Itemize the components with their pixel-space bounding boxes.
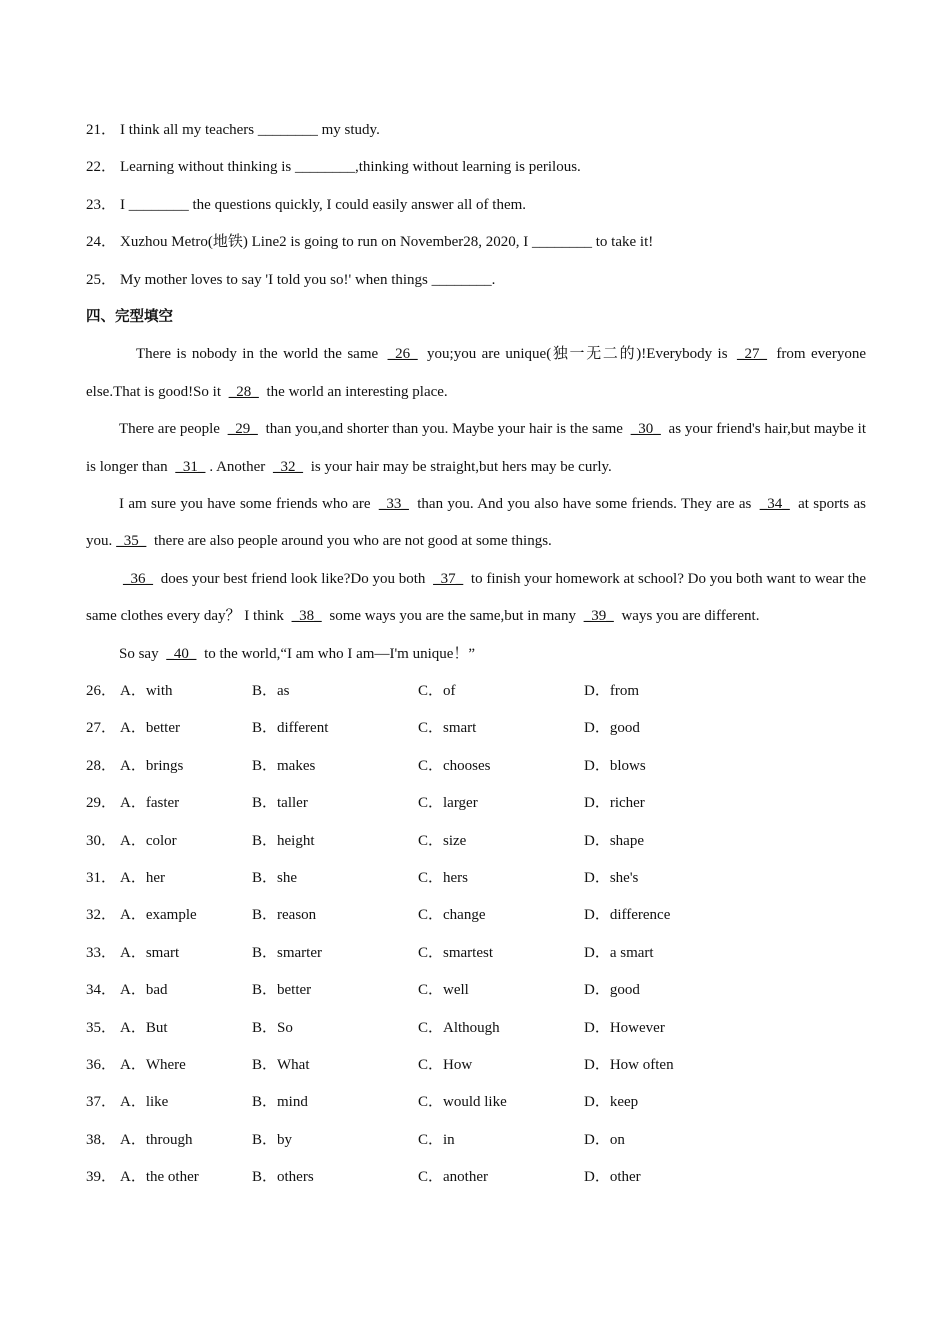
passage-paragraph-4 (86, 561, 866, 636)
option-c: C．larger (418, 795, 478, 812)
option-b: B．taller (252, 795, 308, 812)
blank-32: _32_ (272, 458, 303, 475)
blank-34: _34_ (759, 495, 790, 512)
option-a: A．example (120, 907, 197, 924)
option-c: C．chooses (418, 757, 491, 774)
option-c: C．would like (418, 1094, 507, 1111)
passage-paragraph-1 (86, 336, 866, 411)
question-number: 22． (86, 159, 117, 176)
blank-27: _27_ (736, 346, 767, 363)
passage-text: There are people (119, 421, 224, 438)
passage-text: as your friend's hair,but maybe it is longer than (86, 421, 866, 475)
option-row (86, 1010, 866, 1047)
option-a: A．faster (120, 795, 180, 812)
option-number: 36． (86, 1056, 117, 1073)
option-b: B．different (252, 720, 329, 737)
option-c: C．change (418, 907, 486, 924)
option-c: C．hers (418, 869, 468, 886)
option-b: B．What (252, 1056, 310, 1073)
option-number: 32． (86, 907, 117, 924)
option-row (86, 673, 866, 710)
option-c: C．Although (418, 1019, 500, 1036)
question-23 (86, 187, 866, 224)
question-text: My mother loves to say 'I told you so!' when things ________. (120, 271, 496, 288)
question-22 (86, 149, 866, 186)
option-row (86, 860, 866, 897)
question-text: Learning without thinking is ________,thinking without learning is perilous. (120, 159, 581, 176)
passage-text: some ways you are the same,but in many (325, 608, 580, 625)
question-25 (86, 262, 866, 299)
option-a: A．smart (120, 944, 180, 961)
option-number: 39． (86, 1169, 117, 1186)
option-row (86, 897, 866, 934)
option-c: C．another (418, 1169, 488, 1186)
option-number: 35． (86, 1019, 117, 1036)
document-page (86, 112, 866, 1196)
option-c: C．How (418, 1056, 473, 1073)
option-number: 30． (86, 832, 117, 849)
option-b: B．reason (252, 907, 317, 924)
passage-text: is your hair may be straight,but hers may be curly. (306, 458, 612, 475)
option-d: D．richer (584, 795, 645, 812)
option-number: 29． (86, 795, 117, 812)
blank-31: _31_ (175, 458, 206, 475)
passage-text: I am sure you have some friends who are (119, 495, 375, 512)
option-b: B．better (252, 982, 312, 999)
option-d: D．good (584, 982, 640, 999)
question-text: I ________ the questions quickly, I could easily answer all of them. (120, 196, 527, 213)
passage-text: to the world,“I am who I am—I'm unique！” (200, 645, 476, 662)
option-row (86, 785, 866, 822)
option-row (86, 935, 866, 972)
option-b: B．height (252, 832, 315, 849)
passage-text: the world an interesting place. (262, 383, 448, 400)
option-row (86, 748, 866, 785)
passage-text: there are also people around you who are not good at some things. (150, 533, 552, 550)
passage-text: There is nobody in the world the same (136, 346, 384, 363)
question-24 (86, 224, 866, 261)
option-row (86, 710, 866, 747)
passage-text: So say (119, 645, 163, 662)
option-d: D．How often (584, 1056, 674, 1073)
option-number: 34． (86, 982, 117, 999)
option-row (86, 1084, 866, 1121)
option-number: 38． (86, 1131, 117, 1148)
blank-35: _35_ (116, 533, 147, 550)
option-c: C．of (418, 683, 456, 699)
option-a: A．But (120, 1019, 168, 1036)
option-b: B．as (252, 683, 290, 699)
section-heading: 四、完型填空 (86, 308, 173, 325)
option-a: A．better (120, 720, 180, 737)
question-number: 23． (86, 196, 117, 213)
option-b: B．smarter (252, 944, 322, 961)
question-number: 21． (86, 122, 117, 138)
blank-30: _30_ (630, 421, 661, 438)
question-text: Xuzhou Metro(地铁) Line2 is going to run on November28, 2020, I ________ to take it! (120, 234, 654, 251)
option-d: D．from (584, 683, 639, 699)
blank-33: _33_ (378, 495, 409, 512)
question-number: 25． (86, 271, 117, 288)
option-d: D．a smart (584, 944, 654, 961)
option-a: A．with (120, 683, 173, 699)
option-number: 26． (86, 683, 117, 699)
option-number: 31． (86, 869, 117, 886)
option-b: B．by (252, 1131, 293, 1148)
blank-40: _40_ (166, 645, 197, 662)
passage-text: than you,and shorter than you. Maybe your hair is the same (261, 421, 627, 438)
option-c: C．smart (418, 720, 477, 737)
passage-paragraph-5 (86, 636, 866, 673)
option-number: 37． (86, 1094, 117, 1111)
option-b: B．she (252, 869, 298, 886)
option-row (86, 972, 866, 1009)
question-21 (86, 112, 866, 149)
blank-29: _29_ (227, 421, 258, 438)
passage-text: from everyone else.That is good!So it (86, 346, 866, 400)
option-d: D．blows (584, 757, 646, 774)
passage-text: . Another (209, 458, 269, 475)
passage-text: you;you are unique(独一无二的)!Everybody is (421, 346, 733, 363)
blank-37: _37_ (433, 570, 464, 587)
option-d: D．However (584, 1019, 665, 1036)
blank-28: _28_ (228, 383, 259, 400)
option-row (86, 1047, 866, 1084)
passage-text: than you. And you also have some friends. They are as (412, 495, 756, 512)
passage-paragraph-3 (86, 486, 866, 561)
options-list (86, 673, 866, 1196)
option-number: 33． (86, 944, 117, 961)
option-number: 27． (86, 720, 117, 737)
passage-text: at sports as you. (86, 495, 866, 550)
option-number: 28． (86, 757, 117, 774)
question-text: I think all my teachers ________ my study. (120, 122, 380, 138)
blank-38: _38_ (291, 608, 322, 625)
option-b: B．makes (252, 757, 316, 774)
passage-paragraph-2 (86, 411, 866, 486)
option-row (86, 823, 866, 860)
option-b: B．mind (252, 1094, 308, 1111)
option-a: A．bad (120, 982, 168, 999)
blank-39: _39_ (583, 608, 614, 625)
option-c: C．size (418, 832, 467, 849)
option-a: A．through (120, 1131, 193, 1148)
option-a: A．like (120, 1094, 169, 1111)
option-c: C．well (418, 982, 469, 999)
option-d: D．good (584, 720, 640, 737)
option-a: A．her (120, 869, 165, 886)
option-d: D．difference (584, 907, 671, 924)
option-a: A．color (120, 832, 177, 849)
blank-36: _36_ (123, 570, 153, 587)
option-d: D．other (584, 1169, 641, 1186)
option-a: A．brings (120, 757, 184, 774)
option-a: A．Where (120, 1056, 186, 1073)
option-d: D．she's (584, 869, 639, 886)
passage-text: does your best friend look like?Do you both (157, 570, 430, 587)
blank-26: _26_ (387, 346, 418, 363)
option-row (86, 1159, 866, 1196)
option-a: A．the other (120, 1169, 199, 1186)
option-row (86, 1122, 866, 1159)
passage-text: ways you are different. (617, 608, 760, 625)
option-c: C．in (418, 1131, 455, 1148)
option-d: D．on (584, 1131, 625, 1148)
option-b: B．So (252, 1019, 293, 1036)
passage-text: to finish your homework at school? Do you both want to wear the same clothes every day？ I think (86, 570, 866, 625)
option-d: D．keep (584, 1094, 639, 1111)
option-d: D．shape (584, 832, 644, 849)
option-c: C．smartest (418, 944, 493, 961)
option-b: B．others (252, 1169, 314, 1186)
question-number: 24． (86, 234, 117, 251)
